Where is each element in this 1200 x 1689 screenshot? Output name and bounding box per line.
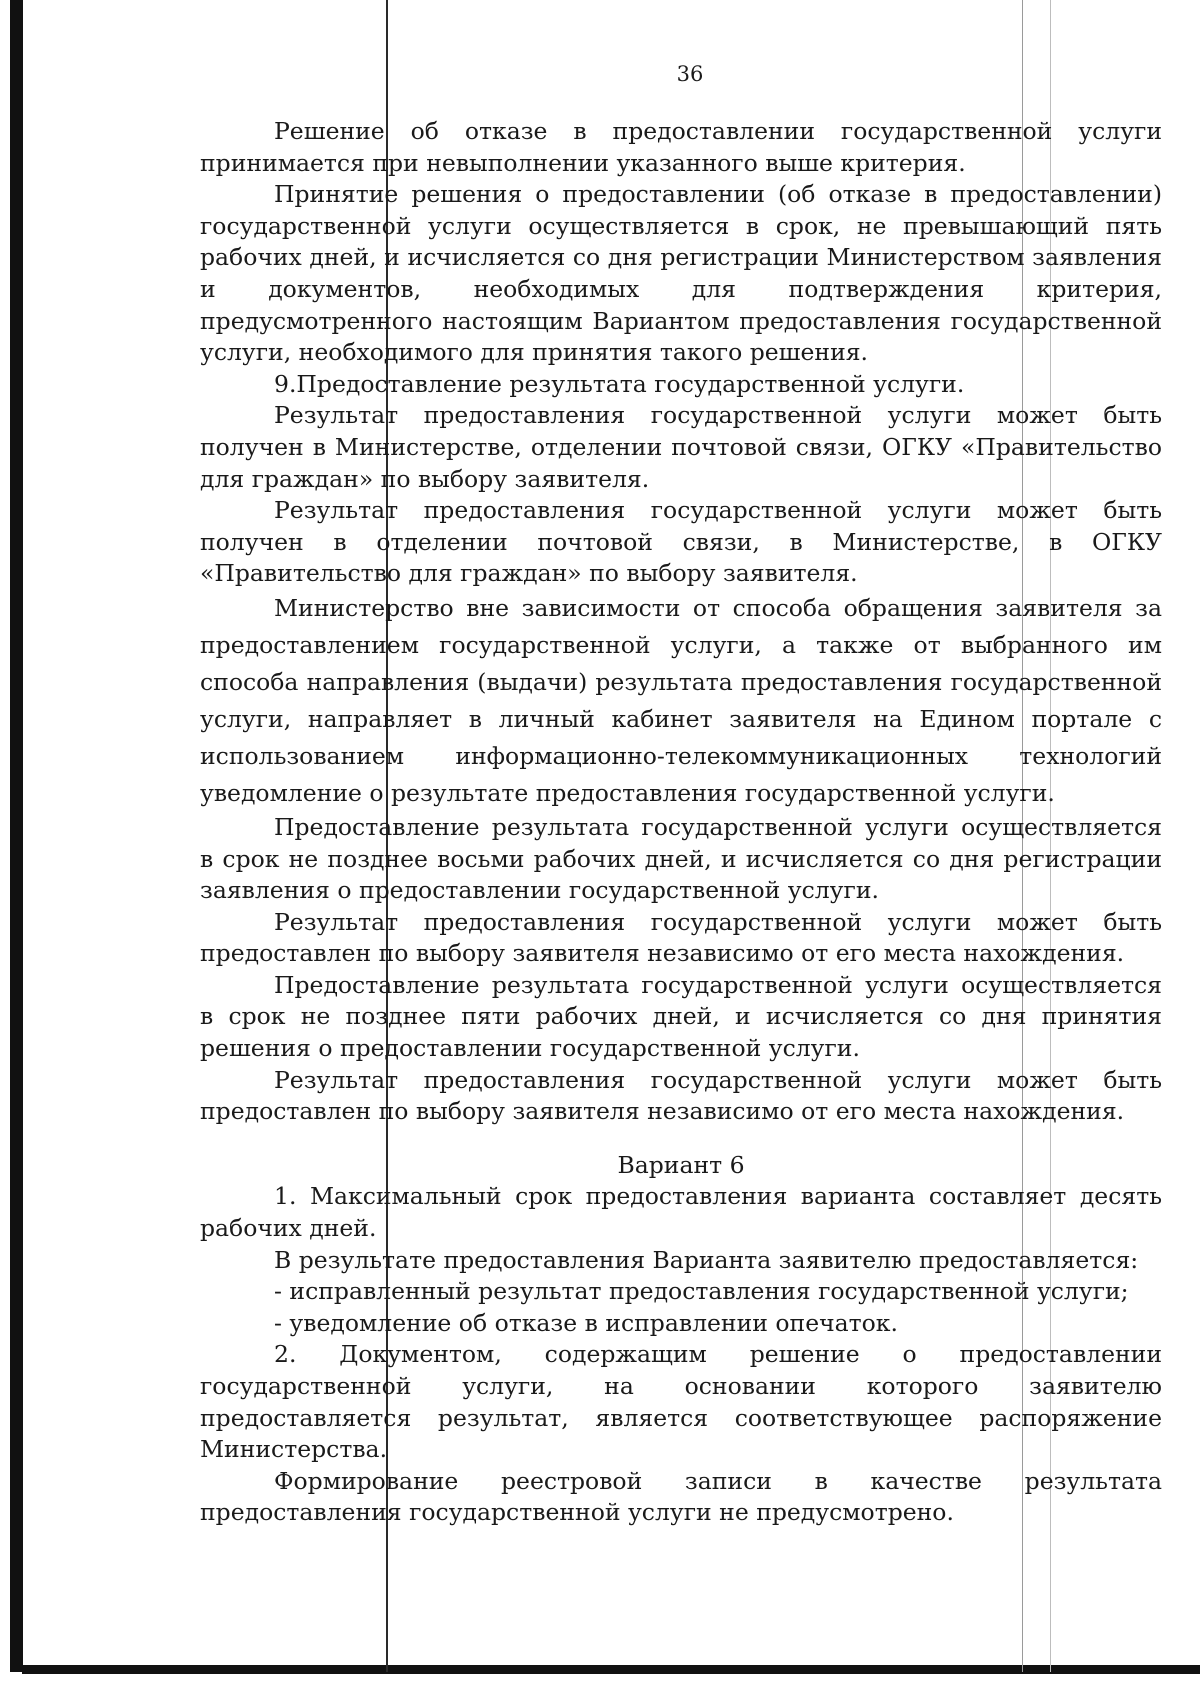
page-number: 36 <box>676 62 704 86</box>
paragraph-section-9: 9.Предоставление результата государственной услуги. <box>274 369 965 398</box>
variant-list-item: - уведомление об отказе в исправлении опечаток. <box>274 1308 898 1337</box>
paragraph: Результат предоставления государственной услуги может быть получен в отделении почтовой связи, в Министерстве, в ОГКУ «Правительство для граждан» по выбору заявителя. <box>200 496 1162 588</box>
paragraph: Результат предоставления государственной услуги может быть предоставлен по выбору заявителя независимо от его места нахождения. <box>200 907 1162 968</box>
paragraph: Результат предоставления государственной услуги может быть получен в Министерстве, отделении почтовой связи, ОГКУ «Правительство для граждан» по выбору заявителя. <box>200 401 1162 493</box>
variant-paragraph: Формирование реестровой записи в качестве результата предоставления государственной услуги не предусмотрено. <box>200 1466 1162 1527</box>
variant-list-item: - исправленный результат предоставления государственной услуги; <box>274 1277 1129 1306</box>
document-body <box>200 116 1162 1529</box>
variant-paragraph: 2. Документом, содержащим решение о предоставлении государственной услуги, на основании которого заявителю предоставляется результат, является соответствующее распоряжение Министерства. <box>200 1340 1162 1464</box>
paragraph: Принятие решения о предоставлении (об отказе в предоставлении) государственной услуги осуществляется в срок, не превышающий пять рабочих дней, и исчисляется со дня регистрации Министерством заявления и документов, необходимых для подтверждения критерия, предусмотренного настоящим Вариантом предоставления государственной услуги, необходимого для принятия такого решения. <box>200 180 1162 367</box>
paragraph: Предоставление результата государственной услуги осуществляется в срок не позднее восьми рабочих дней, и исчисляется со дня регистрации заявления о предоставлении государственной услуги. <box>200 812 1162 905</box>
variant-heading: Вариант 6 <box>617 1150 745 1179</box>
variant-paragraph: 1. Максимальный срок предоставления варианта составляет десять рабочих дней. <box>200 1182 1162 1243</box>
paragraph: Министерство вне зависимости от способа обращения заявителя за предоставлением государственной услуги, а также от выбранного им способа направления (выдачи) результата предоставления государственной услуги, направляет в личный кабинет заявителя на Едином портале с использованием информационно-телекоммуникационных технологий уведомление о результате предоставления государственной услуги. <box>200 593 1162 807</box>
paragraph: Предоставление результата государственной услуги осуществляется в срок не позднее пяти рабочих дней, и исчисляется со дня принятия решения о предоставлении государственной услуги. <box>200 970 1162 1063</box>
paragraph: Результат предоставления государственной услуги может быть предоставлен по выбору заявителя независимо от его места нахождения. <box>200 1065 1162 1126</box>
scan-edge-left <box>10 0 23 1672</box>
scan-edge-bottom <box>22 1665 1200 1674</box>
variant-paragraph: В результате предоставления Варианта заявителю предоставляется: <box>274 1245 1139 1274</box>
paragraph: Решение об отказе в предоставлении государственной услуги принимается при невыполнении указанного выше критерия. <box>200 117 1162 177</box>
